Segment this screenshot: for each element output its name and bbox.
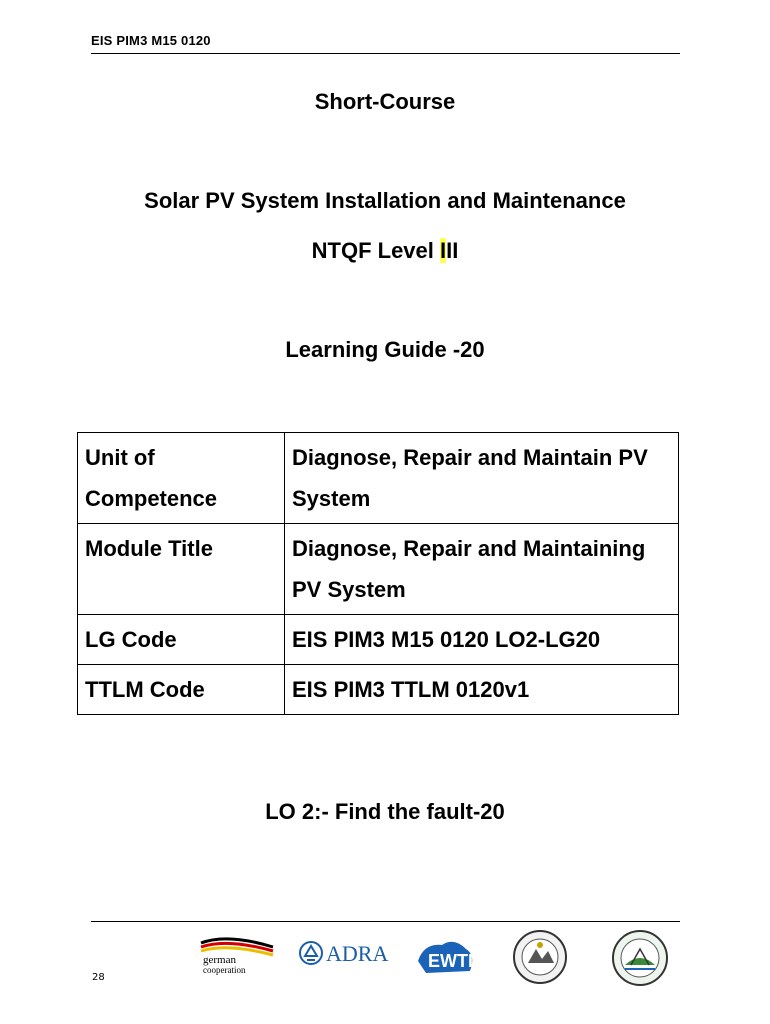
table-row [78,615,679,665]
lo-heading: LO 2:- Find the fault-20 [265,799,505,824]
adra-logo [298,940,390,968]
german-logo-line2: cooperation [203,965,246,975]
ewti-logo [414,935,482,981]
adra-text: ADRA [326,941,389,966]
header-doc-code: EIS PIM3 M15 0120 [91,33,211,48]
ntqf-level [0,238,770,264]
info-table [77,432,679,715]
table-row [78,665,679,715]
level-prefix: NTQF Level [311,238,440,263]
institution-seal-icon [512,929,568,985]
row-value: EIS PIM3 TTLM 0120v1 [285,665,679,715]
row-label: TTLM Code [78,665,285,715]
row-label: LG Code [78,615,285,665]
level-suffix: II [446,238,459,263]
course-name: Solar PV System Installation and Maintenance [144,188,626,213]
adra-emblem-icon [298,940,324,966]
table-row [78,524,679,615]
german-cooperation-logo [197,933,277,983]
footer-divider [91,921,680,922]
level-highlight: I [440,238,447,263]
learning-guide-title: Learning Guide -20 [285,337,485,362]
row-value: EIS PIM3 M15 0120 LO2-LG20 [285,615,679,665]
college-seal-icon [611,929,669,987]
page-number: 28 [92,972,105,983]
row-value: Diagnose, Repair and Maintaining PV System [285,524,679,615]
row-label: Module Title [78,524,285,615]
row-value: Diagnose, Repair and Maintain PV System [285,433,679,524]
table-row [78,433,679,524]
german-logo-line1: german [203,954,236,966]
ewti-text: EWTI [428,951,473,971]
row-label: Unit of Competence [78,433,285,524]
header-divider [91,53,680,54]
short-course-title: Short-Course [314,89,456,114]
